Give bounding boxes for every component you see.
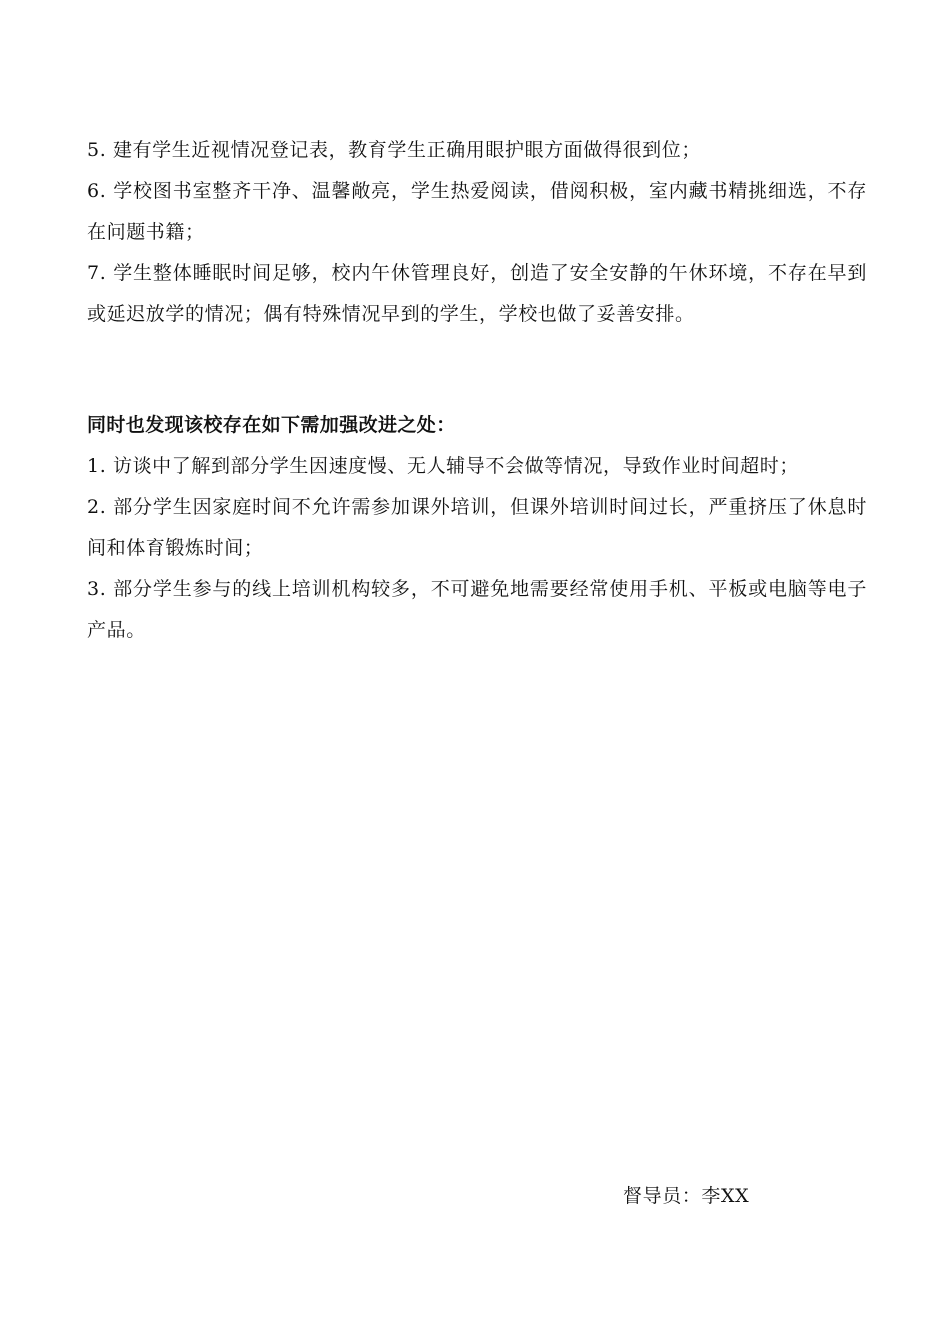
strength-item-5: 5. 建有学生近视情况登记表，教育学生正确用眼护眼方面做得很到位； <box>87 139 701 161</box>
improvement-item-3: 3. 部分学生参与的线上培训机构较多，不可避免地需要经常使用手机、平板或电脑等电子产品。 <box>87 578 867 641</box>
improvements-heading: 同时也发现该校存在如下需加强改进之处： <box>87 414 456 436</box>
improvement-item-1: 1. 访谈中了解到部分学生因速度慢、无人辅导不会做等情况，导致作业时间超时； <box>87 455 799 477</box>
strength-item-6: 6. 学校图书室整齐干净、温馨敞亮，学生热爱阅读，借阅积极，室内藏书精挑细选，不存在问题书籍； <box>87 180 867 243</box>
strength-item-7: 7. 学生整体睡眠时间足够，校内午休管理良好，创造了安全安静的午休环境，不存在早到或延迟放学的情况；偶有特殊情况早到的学生，学校也做了妥善安排。 <box>87 262 867 325</box>
section-gap <box>87 335 867 405</box>
improvement-item-2: 2. 部分学生因家庭时间不允许需参加课外培训，但课外培训时间过长，严重挤压了休息时间和体育锻炼时间； <box>87 496 867 559</box>
document-body <box>87 130 867 651</box>
supervisor-signature: 督导员：李XX <box>623 1185 750 1207</box>
